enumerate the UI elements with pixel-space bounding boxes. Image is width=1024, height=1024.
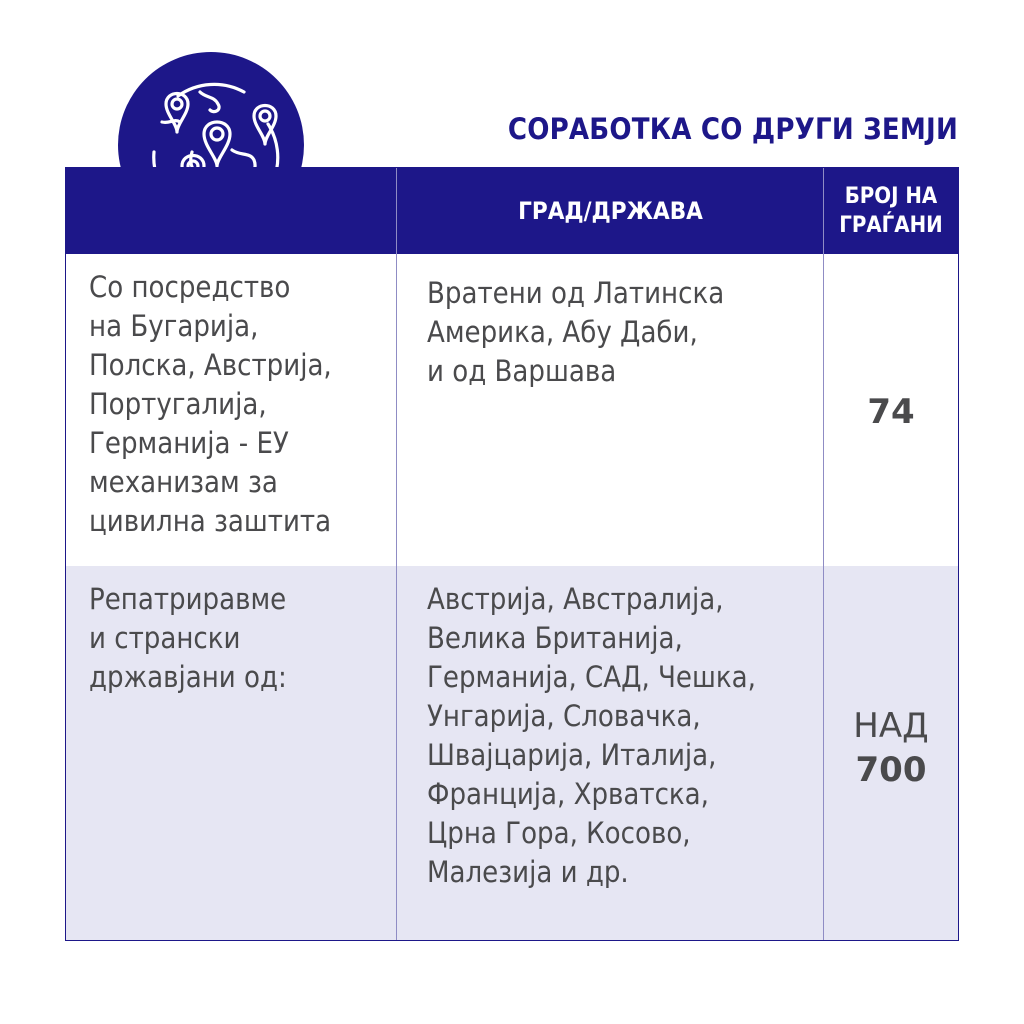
header-citizen-count — [824, 168, 958, 254]
header-count-line2: ГРАЃАНИ — [839, 213, 943, 238]
header-count-line1: БРОЈ НА — [844, 184, 938, 209]
header-city-country: ГРАД/ДРЖАВА — [518, 197, 703, 225]
row-count-value: 700 — [855, 750, 927, 790]
row-count: 74 — [867, 392, 915, 432]
row-city-country: Вратени од Латинска Америка, Абу Даби, и од Варшава — [427, 276, 725, 388]
row-count-prefix: НАД — [853, 706, 929, 746]
row-description: Репатриравме и странски државјани од: — [89, 582, 287, 694]
page-heading: СОРАБОТКА СО ДРУГИ ЗЕМЈИ — [507, 112, 958, 146]
row-city-country: Австрија, Австралија, Велика Британија, Германија, САД, Чешка, Унгарија, Словачка, Швајцарија, Италија, Франција, Хрватска, Црна Гора, Косово, Малезија и др. — [427, 582, 756, 889]
table-row — [66, 566, 958, 940]
column-divider — [823, 168, 824, 940]
table-row — [66, 254, 958, 566]
row-count — [824, 704, 958, 792]
cooperation-table — [65, 167, 959, 941]
row-description: Со посредство на Бугарија, Полска, Австрија, Португалија, Германија - ЕУ механизам за цивилна заштита — [89, 270, 332, 538]
table-header — [66, 168, 958, 254]
column-divider — [396, 168, 397, 940]
